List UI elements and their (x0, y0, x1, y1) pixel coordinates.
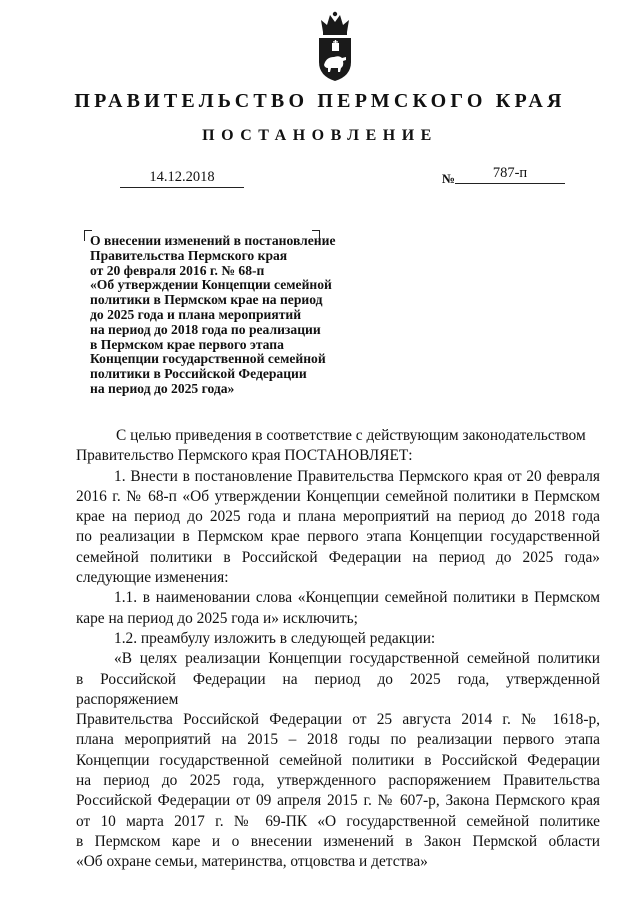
body-line: 2016 г. № 68-п «Об утверждении Концепции семейной политики в Пермском (76, 487, 600, 505)
body-line: Концепции государственной семейной политики в Российской Федерации (76, 751, 600, 769)
government-title: ПРАВИТЕЛЬСТВО ПЕРМСКОГО КРАЯ (74, 90, 566, 112)
document-body (76, 426, 600, 873)
subject-line: О внесении изменений в постановление (90, 233, 336, 248)
body-line: Правительство Пермского края ПОСТАНОВЛЯЕТ: (76, 447, 413, 465)
subject-line: Концепции государственной семейной (90, 351, 326, 367)
body-line: следующие изменения: (76, 569, 229, 587)
number-label: № (442, 171, 456, 186)
subject-line: в Пермском крае первого этапа (90, 336, 284, 352)
body-line: в Пермском каре и о внесении изменений в Закон Пермской области (76, 832, 600, 850)
subject-line: Правительства Пермского края (90, 247, 288, 263)
body-line: каре на период до 2025 года и» исключить; (76, 609, 358, 627)
subject-line: до 2025 года и плана мероприятий (90, 306, 302, 322)
body-line: в Российской Федерации на период до 2025 года, утвержденной распоряжением (76, 670, 600, 708)
subject-line: на период до 2018 года по реализации (90, 321, 321, 337)
subject-line: политики в Пермском крае на период (90, 292, 323, 308)
body-line: 1.2. преамбулу изложить в следующей редакции: (114, 629, 436, 647)
body-line: С целью приведения в соответствие с действующим законодательством (116, 427, 586, 444)
document-type: ПОСТАНОВЛЕНИЕ (202, 127, 438, 144)
document-number: 787-п (455, 165, 565, 184)
body-line: на период до 2025 года, утвержденного распоряжением Правительства (76, 772, 600, 790)
subject-line: на период до 2025 года» (90, 380, 235, 396)
body-line: 1.1. в наименовании слова «Концепции семейной политики в Пермском (114, 589, 600, 607)
body-line: от 10 марта 2017 г. № 69-ПК «О государственной семейной политике (76, 812, 600, 830)
body-line: крае на период до 2025 года и плана мероприятий на период до 2018 года (76, 508, 600, 526)
body-line: по реализации в Пермском крае первого этапа Концепции государственной (76, 528, 600, 546)
subject-line: от 20 февраля 2016 г. № 68-п (90, 262, 265, 278)
body-line: 1. Внести в постановление Правительства Пермского края от 20 февраля (114, 467, 600, 485)
body-line: плана мероприятий на 2015 – 2018 годы по реализации первого этапа (76, 731, 600, 749)
body-line: Правительства Российской Федерации от 25 августа 2014 г. № 1618-р, (76, 711, 600, 729)
body-line: «В целях реализации Концепции государственной семейной политики (114, 650, 600, 668)
subject-line: политики в Российской Федерации (90, 366, 307, 382)
subject-line: «Об утверждении Концепции семейной (90, 277, 332, 293)
coat-of-arms-icon (313, 10, 357, 82)
body-line: семейной политики в Российской Федерации на период до 2025 года» (76, 548, 600, 566)
body-line: Российской Федерации от 09 апреля 2015 г. № 607-р, Закона Пермского края (76, 792, 600, 810)
body-line: «Об охране семьи, материнства, отцовства и детства» (76, 853, 428, 871)
document-date: 14.12.2018 (120, 169, 244, 188)
document-subject (90, 234, 410, 397)
